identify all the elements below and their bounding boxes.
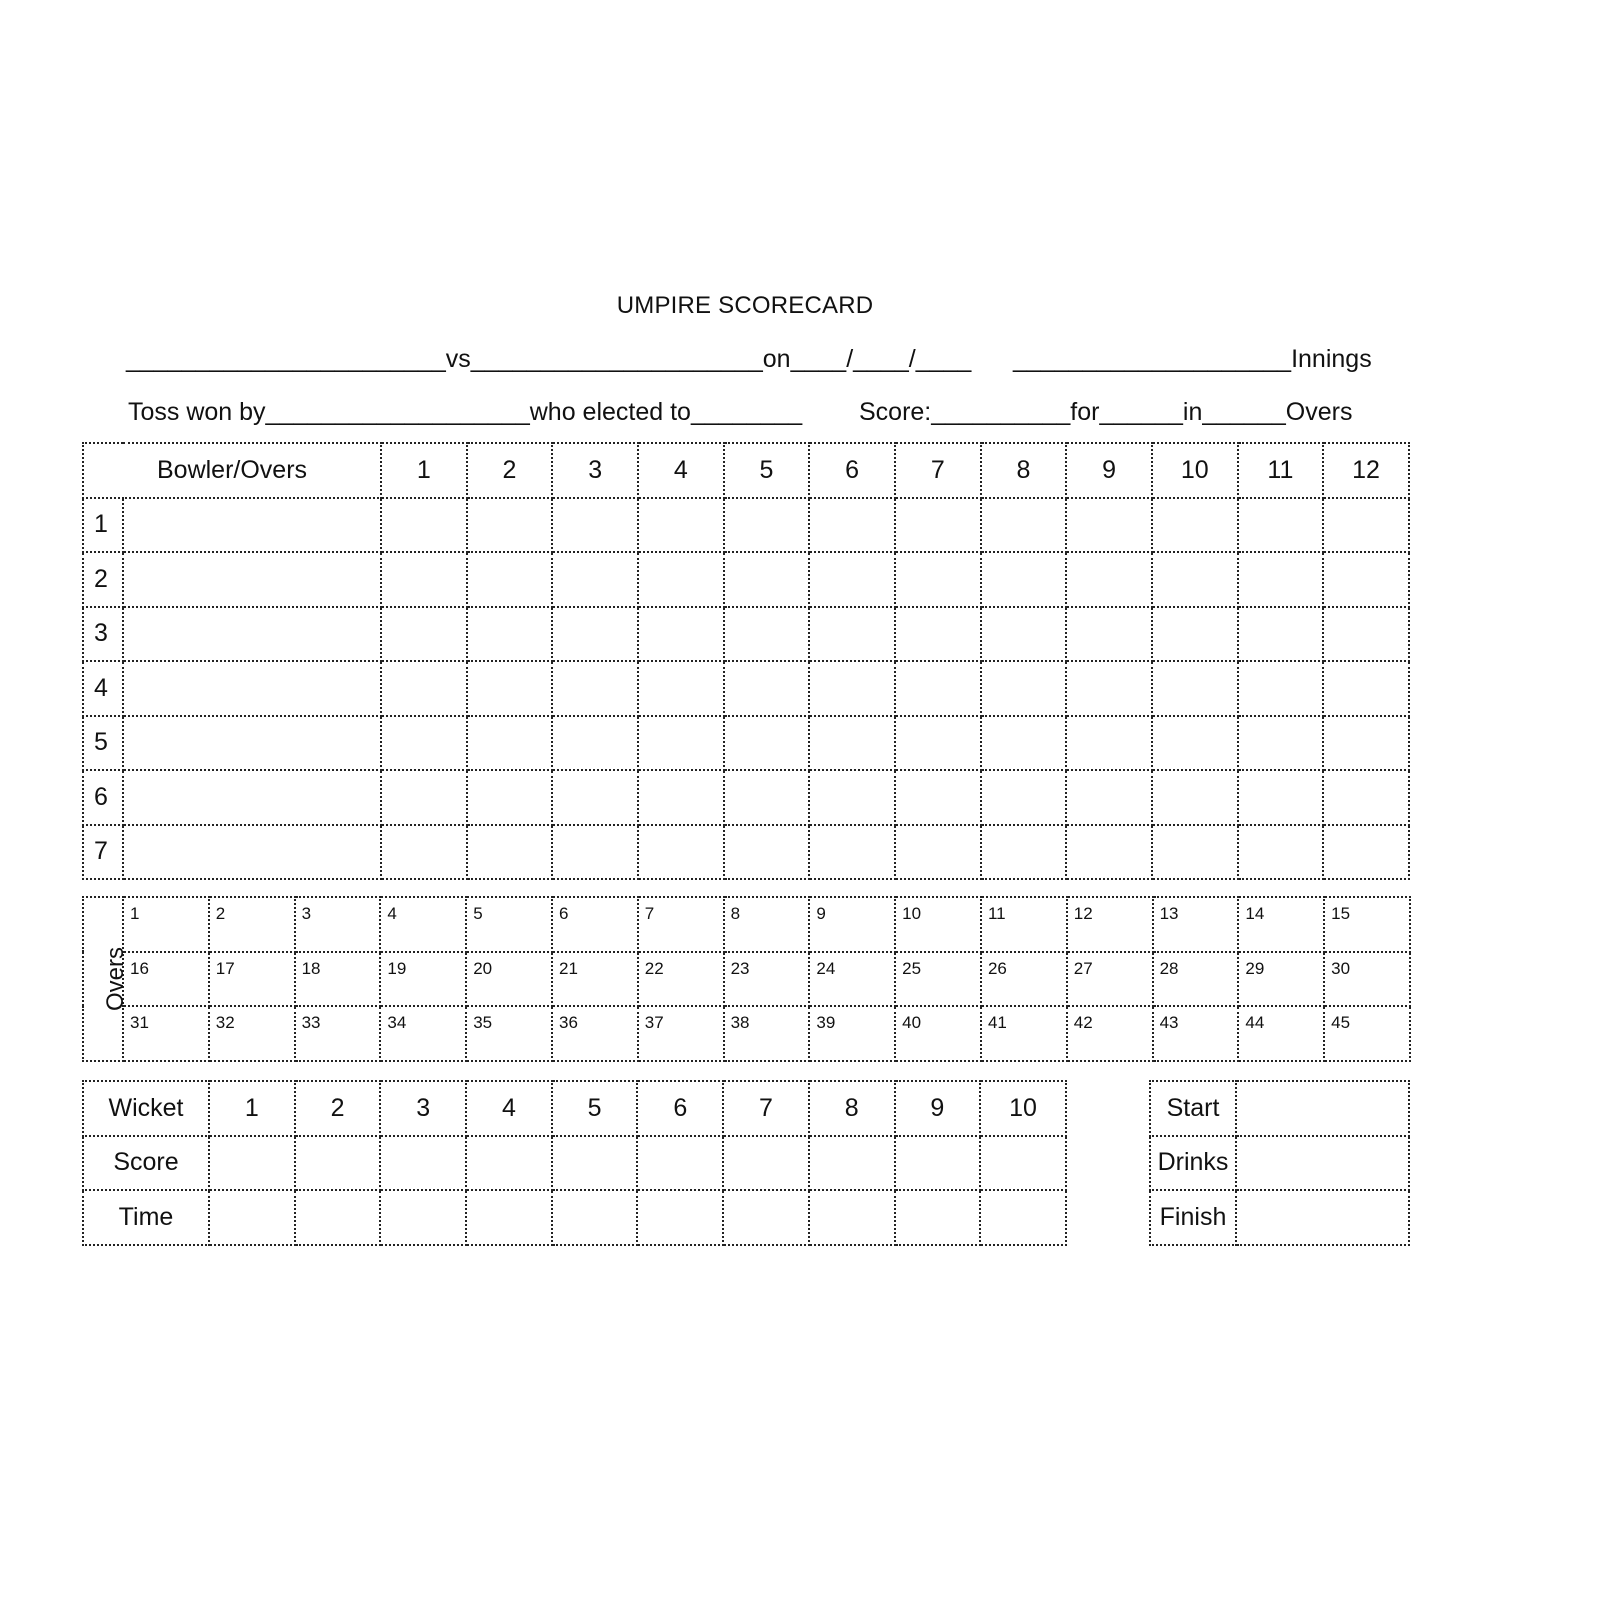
bowler-over-cell[interactable] xyxy=(552,661,638,716)
bowler-over-cell[interactable] xyxy=(552,498,638,553)
wicket-entry-cell[interactable] xyxy=(809,1190,895,1245)
match-times-table xyxy=(1149,1080,1410,1246)
bowler-over-cell[interactable] xyxy=(467,716,553,771)
wicket-table-row xyxy=(83,1081,1066,1136)
bowler-over-cell[interactable] xyxy=(1323,607,1409,662)
bowler-over-cell[interactable] xyxy=(981,552,1067,607)
bowler-over-cell[interactable] xyxy=(895,607,981,662)
over-tally-cell[interactable]: 27 xyxy=(1067,952,1153,1007)
bowler-name-cell[interactable] xyxy=(123,661,381,716)
bowler-over-cell[interactable] xyxy=(467,498,553,553)
bowler-over-cell[interactable] xyxy=(1238,825,1324,880)
bowler-name-cell[interactable] xyxy=(123,552,381,607)
innings-line: ____________________Innings xyxy=(1013,345,1372,373)
over-number-header: 11 xyxy=(1238,443,1324,498)
overs-row xyxy=(83,897,1410,952)
over-number-header: 10 xyxy=(1152,443,1238,498)
over-tally-cell[interactable]: 39 xyxy=(809,1006,895,1061)
wicket-entry-cell[interactable] xyxy=(809,1136,895,1191)
over-tally-cell[interactable]: 31 xyxy=(123,1006,209,1061)
bowler-over-cell[interactable] xyxy=(381,498,467,553)
bowler-over-cell[interactable] xyxy=(895,825,981,880)
wicket-entry-cell[interactable] xyxy=(552,1136,638,1191)
bowler-over-cell[interactable] xyxy=(552,552,638,607)
bowler-over-cell[interactable] xyxy=(1238,552,1324,607)
time-table-row xyxy=(1150,1190,1409,1245)
over-tally-cell[interactable]: 7 xyxy=(638,897,724,952)
bowler-row xyxy=(83,661,1409,716)
wicket-entry-cell[interactable] xyxy=(895,1136,981,1191)
bowler-over-cell[interactable] xyxy=(467,661,553,716)
over-number-header: 5 xyxy=(724,443,810,498)
bowler-name-cell[interactable] xyxy=(123,770,381,825)
bowler-over-cell[interactable] xyxy=(1238,716,1324,771)
time-entry-cell[interactable] xyxy=(1236,1136,1409,1191)
bowler-over-cell[interactable] xyxy=(638,825,724,880)
bowler-row-number: 4 xyxy=(83,661,123,716)
bowler-over-cell[interactable] xyxy=(1152,552,1238,607)
bowler-overs-table xyxy=(82,442,1410,880)
over-tally-cell[interactable]: 40 xyxy=(895,1006,981,1061)
over-tally-cell[interactable]: 36 xyxy=(552,1006,638,1061)
over-tally-cell[interactable]: 14 xyxy=(1238,897,1324,952)
bowler-over-cell[interactable] xyxy=(1323,661,1409,716)
wicket-number-header: 9 xyxy=(895,1081,981,1136)
bowler-row xyxy=(83,552,1409,607)
bowler-over-cell[interactable] xyxy=(981,716,1067,771)
wicket-entry-cell[interactable] xyxy=(723,1136,809,1191)
bowler-over-cell[interactable] xyxy=(381,661,467,716)
bowler-over-cell[interactable] xyxy=(809,825,895,880)
bowler-over-cell[interactable] xyxy=(1323,716,1409,771)
over-tally-cell[interactable]: 11 xyxy=(981,897,1067,952)
bowler-over-cell[interactable] xyxy=(981,661,1067,716)
wicket-table-row xyxy=(83,1190,1066,1245)
over-tally-cell[interactable]: 42 xyxy=(1067,1006,1153,1061)
wicket-entry-cell[interactable] xyxy=(209,1136,295,1191)
overs-row xyxy=(83,952,1410,1007)
over-number-header: 8 xyxy=(981,443,1067,498)
bowler-over-cell[interactable] xyxy=(467,825,553,880)
wicket-number-header: 6 xyxy=(637,1081,723,1136)
time-table-row xyxy=(1150,1136,1409,1191)
time-row-label: Drinks xyxy=(1150,1136,1236,1191)
bowler-over-cell[interactable] xyxy=(552,770,638,825)
over-tally-cell[interactable]: 33 xyxy=(295,1006,381,1061)
bowler-over-cell[interactable] xyxy=(809,770,895,825)
over-tally-cell[interactable]: 4 xyxy=(380,897,466,952)
bowler-over-cell[interactable] xyxy=(895,552,981,607)
over-tally-cell[interactable]: 12 xyxy=(1067,897,1153,952)
bowler-over-cell[interactable] xyxy=(467,607,553,662)
wicket-entry-cell[interactable] xyxy=(209,1190,295,1245)
bowler-over-cell[interactable] xyxy=(381,552,467,607)
bowler-over-cell[interactable] xyxy=(1323,825,1409,880)
bowler-over-cell[interactable] xyxy=(1152,661,1238,716)
bowler-over-cell[interactable] xyxy=(1066,607,1152,662)
bowler-over-cell[interactable] xyxy=(809,552,895,607)
bowler-over-cell[interactable] xyxy=(381,716,467,771)
wicket-entry-cell[interactable] xyxy=(637,1136,723,1191)
wicket-entry-cell[interactable] xyxy=(466,1190,552,1245)
bowler-row xyxy=(83,716,1409,771)
bowler-over-cell[interactable] xyxy=(1066,552,1152,607)
toss-line: Toss won by___________________who elected to________ xyxy=(128,398,803,426)
overs-label-cell xyxy=(83,897,130,1061)
fall-of-wickets-table xyxy=(82,1080,1067,1246)
wicket-row-label: Wicket xyxy=(83,1081,209,1136)
bowler-name-cell[interactable] xyxy=(123,607,381,662)
bowler-overs-header: Bowler/Overs xyxy=(83,443,381,498)
wicket-row-label: Time xyxy=(83,1190,209,1245)
bowler-over-cell[interactable] xyxy=(809,498,895,553)
over-tally-cell[interactable]: 26 xyxy=(981,952,1067,1007)
over-number-header: 9 xyxy=(1066,443,1152,498)
bowler-over-cell[interactable] xyxy=(981,770,1067,825)
wicket-number-header: 1 xyxy=(209,1081,295,1136)
bowler-over-cell[interactable] xyxy=(638,661,724,716)
bowler-over-cell[interactable] xyxy=(1152,716,1238,771)
bowler-over-cell[interactable] xyxy=(552,716,638,771)
time-table-row xyxy=(1150,1081,1409,1136)
bowler-over-cell[interactable] xyxy=(638,498,724,553)
bowler-name-cell[interactable] xyxy=(123,498,381,553)
over-tally-cell[interactable]: 44 xyxy=(1238,1006,1324,1061)
over-tally-cell[interactable]: 35 xyxy=(466,1006,552,1061)
time-entry-cell[interactable] xyxy=(1236,1190,1409,1245)
over-tally-cell[interactable]: 1 xyxy=(123,897,209,952)
wicket-entry-cell[interactable] xyxy=(380,1190,466,1245)
wicket-number-header: 4 xyxy=(466,1081,552,1136)
over-tally-cell[interactable]: 8 xyxy=(724,897,810,952)
over-tally-cell[interactable]: 21 xyxy=(552,952,638,1007)
over-tally-cell[interactable]: 10 xyxy=(895,897,981,952)
bowler-over-cell[interactable] xyxy=(724,607,810,662)
over-tally-cell[interactable]: 23 xyxy=(724,952,810,1007)
bowler-row-number: 7 xyxy=(83,825,123,880)
bowler-over-cell[interactable] xyxy=(552,825,638,880)
bowler-over-cell[interactable] xyxy=(552,607,638,662)
page-title: UMPIRE SCORECARD xyxy=(616,292,874,319)
bowler-over-cell[interactable] xyxy=(1238,770,1324,825)
bowler-over-cell[interactable] xyxy=(1066,770,1152,825)
bowler-over-cell[interactable] xyxy=(1066,498,1152,553)
bowler-row xyxy=(83,498,1409,553)
bowler-over-cell[interactable] xyxy=(895,498,981,553)
time-row-label: Finish xyxy=(1150,1190,1236,1245)
bowler-over-cell[interactable] xyxy=(981,498,1067,553)
bowler-over-cell[interactable] xyxy=(724,770,810,825)
time-entry-cell[interactable] xyxy=(1236,1081,1409,1136)
wicket-entry-cell[interactable] xyxy=(980,1190,1066,1245)
bowler-over-cell[interactable] xyxy=(638,552,724,607)
bowler-over-cell[interactable] xyxy=(1152,825,1238,880)
bowler-over-cell[interactable] xyxy=(895,716,981,771)
bowler-over-cell[interactable] xyxy=(981,607,1067,662)
over-tally-cell[interactable]: 5 xyxy=(466,897,552,952)
overs-vertical-label: Overs xyxy=(102,946,130,1011)
bowler-over-cell[interactable] xyxy=(638,716,724,771)
over-tally-cell[interactable]: 30 xyxy=(1324,952,1410,1007)
bowler-over-cell[interactable] xyxy=(1152,770,1238,825)
bowler-over-cell[interactable] xyxy=(467,552,553,607)
over-tally-cell[interactable]: 43 xyxy=(1153,1006,1239,1061)
wicket-entry-cell[interactable] xyxy=(295,1136,381,1191)
bowler-over-cell[interactable] xyxy=(1323,498,1409,553)
bowler-over-cell[interactable] xyxy=(1066,661,1152,716)
bowler-over-cell[interactable] xyxy=(381,770,467,825)
wicket-entry-cell[interactable] xyxy=(723,1190,809,1245)
over-tally-cell[interactable]: 24 xyxy=(809,952,895,1007)
wicket-entry-cell[interactable] xyxy=(295,1190,381,1245)
bowler-over-cell[interactable] xyxy=(638,607,724,662)
over-tally-cell[interactable]: 15 xyxy=(1324,897,1410,952)
bowler-header-row xyxy=(83,443,1409,498)
wicket-number-header: 10 xyxy=(980,1081,1066,1136)
bowler-over-cell[interactable] xyxy=(809,607,895,662)
over-number-header: 4 xyxy=(638,443,724,498)
over-tally-cell[interactable]: 17 xyxy=(209,952,295,1007)
bowler-over-cell[interactable] xyxy=(724,716,810,771)
bowler-row-number: 1 xyxy=(83,498,123,553)
over-number-header: 1 xyxy=(381,443,467,498)
wicket-number-header: 7 xyxy=(723,1081,809,1136)
over-tally-cell[interactable]: 28 xyxy=(1153,952,1239,1007)
bowler-over-cell[interactable] xyxy=(1238,498,1324,553)
overs-tally-table xyxy=(82,896,1411,1062)
wicket-entry-cell[interactable] xyxy=(380,1136,466,1191)
over-number-header: 2 xyxy=(467,443,553,498)
over-tally-cell[interactable]: 6 xyxy=(552,897,638,952)
bowler-over-cell[interactable] xyxy=(1152,498,1238,553)
wicket-number-header: 8 xyxy=(809,1081,895,1136)
wicket-entry-cell[interactable] xyxy=(980,1136,1066,1191)
bowler-row xyxy=(83,770,1409,825)
over-tally-cell[interactable]: 45 xyxy=(1324,1006,1410,1061)
over-tally-cell[interactable]: 16 xyxy=(123,952,209,1007)
bowler-over-cell[interactable] xyxy=(467,770,553,825)
over-tally-cell[interactable]: 18 xyxy=(295,952,381,1007)
bowler-name-cell[interactable] xyxy=(123,716,381,771)
bowler-over-cell[interactable] xyxy=(895,661,981,716)
bowler-name-cell[interactable] xyxy=(123,825,381,880)
bowler-over-cell[interactable] xyxy=(895,770,981,825)
over-tally-cell[interactable]: 13 xyxy=(1153,897,1239,952)
bowler-row-number: 5 xyxy=(83,716,123,771)
wicket-number-header: 3 xyxy=(380,1081,466,1136)
bowler-over-cell[interactable] xyxy=(381,825,467,880)
over-tally-cell[interactable]: 41 xyxy=(981,1006,1067,1061)
over-tally-cell[interactable]: 3 xyxy=(295,897,381,952)
wicket-number-header: 2 xyxy=(295,1081,381,1136)
wicket-entry-cell[interactable] xyxy=(552,1190,638,1245)
over-tally-cell[interactable]: 38 xyxy=(724,1006,810,1061)
bowler-over-cell[interactable] xyxy=(809,716,895,771)
over-number-header: 3 xyxy=(552,443,638,498)
bowler-over-cell[interactable] xyxy=(1152,607,1238,662)
bowler-row xyxy=(83,607,1409,662)
wicket-table-row xyxy=(83,1136,1066,1191)
bowler-row xyxy=(83,825,1409,880)
wicket-row-label: Score xyxy=(83,1136,209,1191)
overs-row xyxy=(83,1006,1410,1061)
bowler-over-cell[interactable] xyxy=(724,825,810,880)
over-tally-cell[interactable]: 34 xyxy=(380,1006,466,1061)
over-tally-cell[interactable]: 32 xyxy=(209,1006,295,1061)
time-row-label: Start xyxy=(1150,1081,1236,1136)
wicket-entry-cell[interactable] xyxy=(466,1136,552,1191)
bowler-row-number: 2 xyxy=(83,552,123,607)
bowler-over-cell[interactable] xyxy=(1323,552,1409,607)
bowler-over-cell[interactable] xyxy=(381,607,467,662)
bowler-over-cell[interactable] xyxy=(724,552,810,607)
bowler-over-cell[interactable] xyxy=(809,661,895,716)
over-tally-cell[interactable]: 19 xyxy=(380,952,466,1007)
bowler-row-number: 6 xyxy=(83,770,123,825)
score-line: Score:__________for______in______Overs xyxy=(859,398,1353,426)
over-tally-cell[interactable]: 29 xyxy=(1238,952,1324,1007)
wicket-entry-cell[interactable] xyxy=(895,1190,981,1245)
over-tally-cell[interactable]: 22 xyxy=(638,952,724,1007)
over-number-header: 7 xyxy=(895,443,981,498)
wicket-number-header: 5 xyxy=(552,1081,638,1136)
bowler-over-cell[interactable] xyxy=(981,825,1067,880)
bowler-over-cell[interactable] xyxy=(724,661,810,716)
bowler-row-number: 3 xyxy=(83,607,123,662)
teams-date-line: _______________________vs_____________________on____/____/____ xyxy=(126,345,972,373)
wicket-entry-cell[interactable] xyxy=(637,1190,723,1245)
over-tally-cell[interactable]: 2 xyxy=(209,897,295,952)
over-tally-cell[interactable]: 20 xyxy=(466,952,552,1007)
bowler-over-cell[interactable] xyxy=(1066,825,1152,880)
bowler-over-cell[interactable] xyxy=(1066,716,1152,771)
over-tally-cell[interactable]: 9 xyxy=(809,897,895,952)
over-number-header: 12 xyxy=(1323,443,1409,498)
bowler-over-cell[interactable] xyxy=(1238,661,1324,716)
over-number-header: 6 xyxy=(809,443,895,498)
over-tally-cell[interactable]: 37 xyxy=(638,1006,724,1061)
bowler-over-cell[interactable] xyxy=(1323,770,1409,825)
bowler-over-cell[interactable] xyxy=(1238,607,1324,662)
bowler-over-cell[interactable] xyxy=(724,498,810,553)
bowler-over-cell[interactable] xyxy=(638,770,724,825)
over-tally-cell[interactable]: 25 xyxy=(895,952,981,1007)
